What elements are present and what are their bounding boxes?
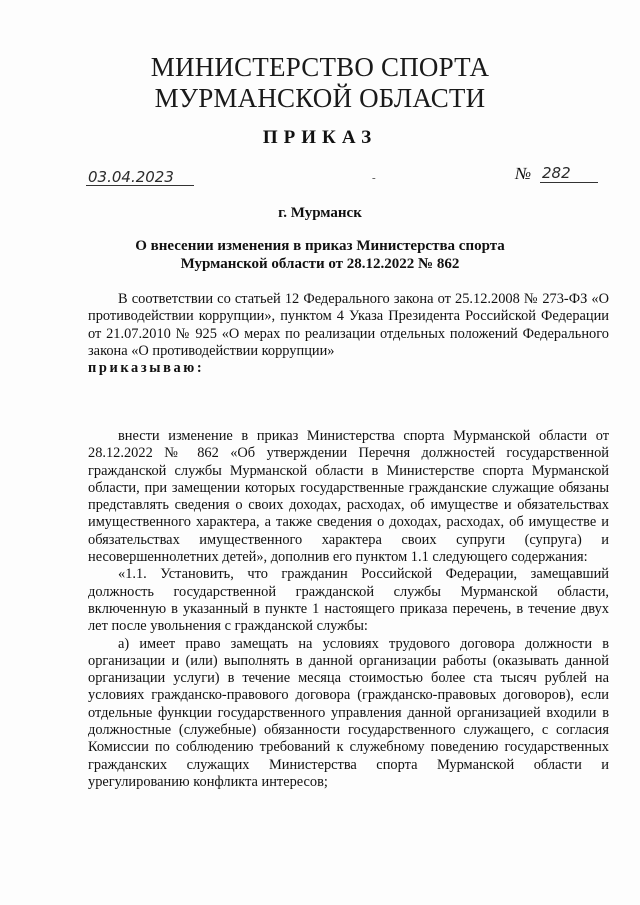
preamble-paragraph: [88, 291, 609, 360]
document-type-title: ПРИКАЗ: [262, 127, 378, 148]
order-word: приказываю:: [88, 360, 205, 377]
separator-dash: -: [372, 172, 376, 184]
order-word-paragraph: [88, 360, 609, 377]
body-block: [88, 428, 609, 791]
paragraph-3: а) имеет право замещать на условиях трудового договора должности в организации и (или) выполнять в данной организации работы (оказывать данной организации услуги) в течение месяца стоимостью более ста тысяч рублей на условиях гражданско-правового договора (гражданско-правовых договоров), если отдельные функции государственного управления данной организацией входили в должностные (служебные) обязанности государственного служащего, с согласия Комиссии по соблюдению требований к служебному поведению государственных гражданских служащих Министерства спорта Мурманской области и урегулированию конфликта интересов;: [88, 635, 609, 790]
order-subject: [60, 237, 580, 273]
ministry-name: [0, 52, 640, 114]
ministry-name-line2: МУРМАНСКОЙ ОБЛАСТИ: [154, 83, 486, 113]
date-underline: [86, 185, 194, 186]
preamble-block: [88, 291, 609, 377]
paragraph-1: внести изменение в приказ Министерства спорта Мурманской области от 28.12.2022 № 862 «Об утверждении Перечня должностей государственной гражданской службы Мурманской области в Министерстве спорта Мурманской области, при замещении которых государственные гражданские служащие обязаны представлять сведения о своих доходах, расходах, об имуществе и обязательствах имущественного характера, а также сведения о доходах, расходах, об имуществе и обязательствах имущественного характера своих супруги (супруга) и несовершеннолетних детей», дополнив его пунктом 1.1 следующего содержания:: [88, 428, 609, 566]
handwritten-number: 282: [542, 164, 571, 182]
number-label: №: [515, 164, 532, 183]
handwritten-date: 03.04.2023: [88, 168, 174, 186]
paragraph-2: «1.1. Установить, что гражданин Российской Федерации, замещавший должность государственной гражданской службы Мурманской области, включенную в указанный в пункте 1 настоящего приказа перечень, в течение двух лет после увольнения с гражданской службы:: [88, 566, 609, 635]
order-subject-line1: О внесении изменения в приказ Министерства спорта: [135, 238, 505, 254]
order-subject-line2: Мурманской области от 28.12.2022 № 862: [180, 256, 460, 272]
ministry-name-line1: МИНИСТЕРСТВО СПОРТА: [150, 52, 490, 82]
number-underline: [540, 182, 598, 183]
preamble-text: В соответствии со статьей 12 Федерального закона от 25.12.2008 № 273-ФЗ «О противодействии коррупции», пунктом 4 Указа Президента Российской Федерации от 21.07.2010 № 925 «О мерах по реализации отдельных положений Федерального закона «О противодействии коррупции»: [88, 291, 609, 359]
city-line: г. Мурманск: [278, 205, 362, 221]
